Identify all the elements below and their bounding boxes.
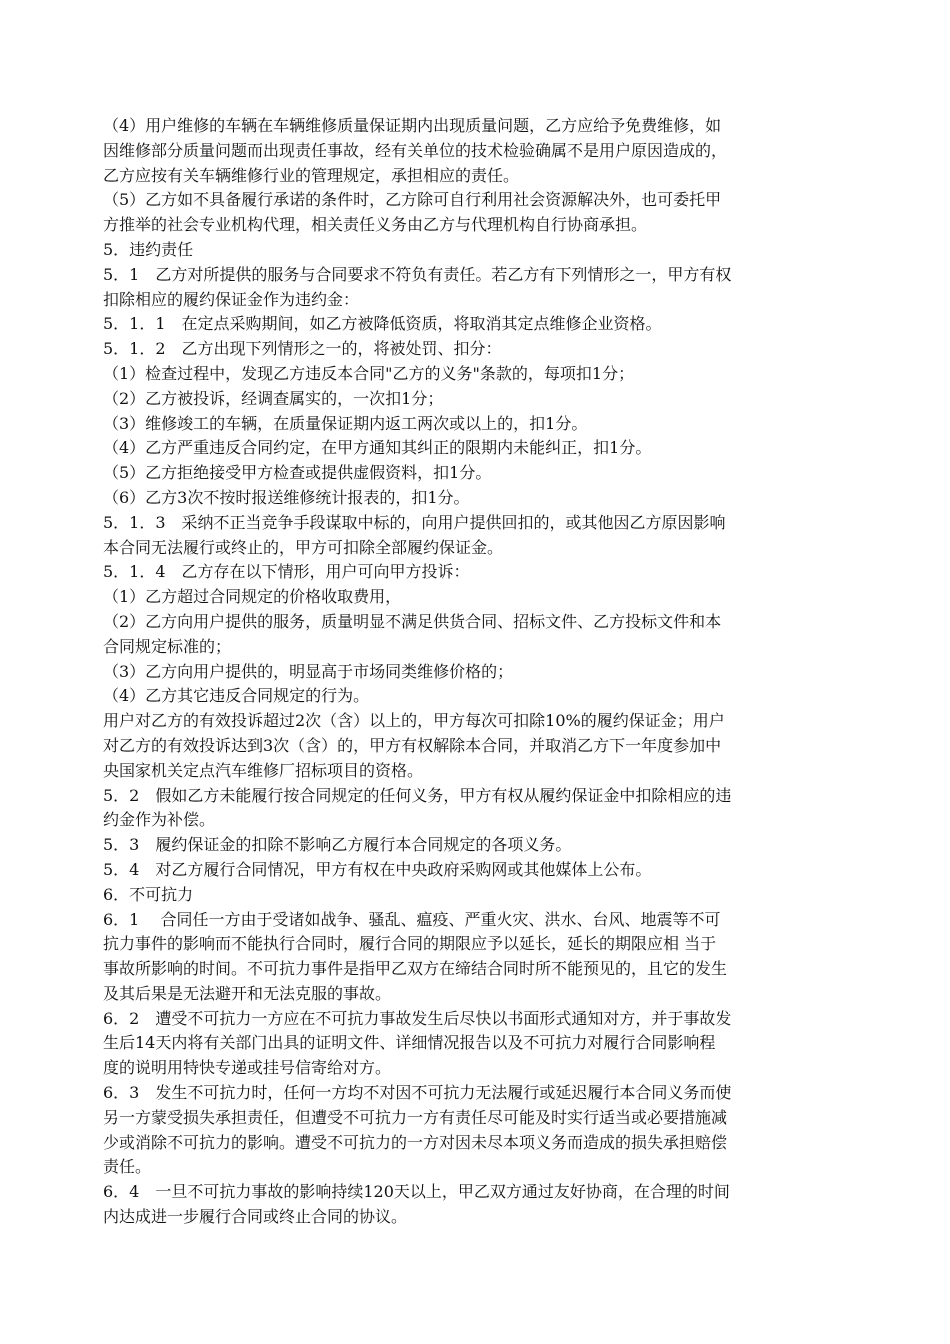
text-line: 少或消除不可抗力的影响。遭受不可抗力的一方对因未尽本项义务而造成的损失承担赔偿 bbox=[103, 1132, 728, 1152]
text-line: 抗力事件的影响而不能执行合同时，履行合同的期限应予以延长，延长的期限应相 当于 bbox=[103, 934, 717, 954]
text-line: （3）乙方向用户提供的，明显高于市场同类维修价格的； bbox=[103, 661, 514, 681]
text-line: 央国家机关定点汽车维修厂招标项目的资格。 bbox=[103, 760, 424, 780]
text-line: （2）乙方被投诉，经调查属实的，一次扣1分； bbox=[103, 388, 444, 408]
text-line: 乙方应按有关车辆维修行业的管理规定，承担相应的责任。 bbox=[103, 165, 520, 185]
text-line: （3）维修竣工的车辆，在质量保证期内返工两次或以上的，扣1分。 bbox=[103, 413, 588, 433]
text-line: 5．1．4 乙方存在以下情形，用户可向甲方投诉： bbox=[103, 562, 470, 582]
text-line: （4）用户维修的车辆在车辆维修质量保证期内出现质量问题，乙方应给予免费维修，如 bbox=[103, 116, 722, 135]
text-line: （4）乙方严重违反合同约定，在甲方通知其纠正的限期内未能纠正，扣1分。 bbox=[103, 438, 652, 458]
text-line: （1）乙方超过合同规定的价格收取费用， bbox=[103, 587, 402, 607]
text-line: 5．1．2 乙方出现下列情形之一的，将被处罚、扣分： bbox=[103, 339, 502, 359]
text-line: （1）检查过程中，发现乙方违反本合同"乙方的义务"条款的，每项扣1分； bbox=[103, 363, 635, 383]
text-line: 5．违约责任 bbox=[103, 239, 194, 259]
text-line: 6．3 发生不可抗力时，任何一方均不对因不可抗力无法履行或延迟履行本合同义务而使 bbox=[103, 1083, 732, 1103]
text-line: 扣除相应的履约保证金作为违约金： bbox=[103, 289, 360, 309]
document-page bbox=[103, 114, 851, 1230]
text-line: （2）乙方向用户提供的服务，质量明显不满足供货合同、招标文件、乙方投标文件和本 bbox=[103, 611, 722, 631]
text-line: 5．1．1 在定点采购期间，如乙方被降低资质，将取消其定点维修企业资格。 bbox=[103, 314, 662, 334]
text-line: 生后14天内将有关部门出具的证明文件、详细情况报告以及不可抗力对履行合同影响程 bbox=[103, 1033, 716, 1053]
text-line: 6．2 遭受不可抗力一方应在不可抗力事故发生后尽快以书面形式通知对方，并于事故发 bbox=[103, 1008, 732, 1028]
text-line: 6．不可抗力 bbox=[103, 884, 194, 904]
text-line: 因维修部分质量问题而出现责任事故，经有关单位的技术检验确属不是用户原因造成的， bbox=[103, 140, 728, 160]
text-line: 6．1 合同任一方由于受诸如战争、骚乱、瘟疫、严重火灾、洪水、台风、地震等不可 bbox=[103, 909, 721, 929]
text-line: 5．1 乙方对所提供的服务与合同要求不符负有责任。若乙方有下列情形之一，甲方有权 bbox=[103, 264, 732, 284]
text-line: 合同规定标准的； bbox=[103, 636, 232, 656]
text-line: 本合同无法履行或终止的，甲方可扣除全部履约保证金。 bbox=[103, 537, 504, 557]
text-line: 5．1．3 采纳不正当竞争手段谋取中标的，向用户提供回扣的，或其他因乙方原因影响 bbox=[103, 512, 726, 532]
text-line: 6．4 一旦不可抗力事故的影响持续120天以上，甲乙双方通过友好协商，在合理的时间 bbox=[103, 1182, 730, 1202]
text-line: 对乙方的有效投诉达到3次（含）的，甲方有权解除本合同，并取消乙方下一年度参加中 bbox=[103, 735, 722, 755]
text-line: 及其后果是无法避开和无法克服的事故。 bbox=[103, 983, 392, 1003]
text-line: （5）乙方拒绝接受甲方检查或提供虚假资料，扣1分。 bbox=[103, 463, 492, 483]
text-line: 方推举的社会专业机构代理，相关责任义务由乙方与代理机构自行协商承担。 bbox=[103, 215, 648, 235]
text-line: （4）乙方其它违反合同规定的行为。 bbox=[103, 686, 370, 706]
text-line: 5．2 假如乙方未能履行按合同规定的任何义务，甲方有权从履约保证金中扣除相应的违 bbox=[103, 785, 732, 805]
text-line: 事故所影响的时间。不可抗力事件是指甲乙双方在缔结合同时所不能预见的，且它的发生 bbox=[103, 959, 728, 979]
text-line: （5）乙方如不具备履行承诺的条件时，乙方除可自行利用社会资源解决外，也可委托甲 bbox=[103, 190, 722, 210]
text-line: （6）乙方3次不按时报送维修统计报表的，扣1分。 bbox=[103, 487, 470, 507]
text-line: 责任。 bbox=[103, 1157, 152, 1177]
text-line: 5．3 履约保证金的扣除不影响乙方履行本合同规定的各项义务。 bbox=[103, 835, 572, 855]
text-line: 约金作为补偿。 bbox=[103, 810, 216, 830]
text-line: 内达成进一步履行合同或终止合同的协议。 bbox=[103, 1207, 408, 1227]
text-line: 度的说明用特快专递或挂号信寄给对方。 bbox=[103, 1058, 392, 1078]
text-line: 另一方蒙受损失承担责任，但遭受不可抗力一方有责任尽可能及时实行适当或必要措施减 bbox=[103, 1107, 728, 1127]
text-line: 5．4 对乙方履行合同情况，甲方有权在中央政府采购网或其他媒体上公布。 bbox=[103, 859, 652, 879]
text-line: 用户对乙方的有效投诉超过2次（含）以上的，甲方每次可扣除10%的履约保证金；用户 bbox=[103, 711, 725, 731]
